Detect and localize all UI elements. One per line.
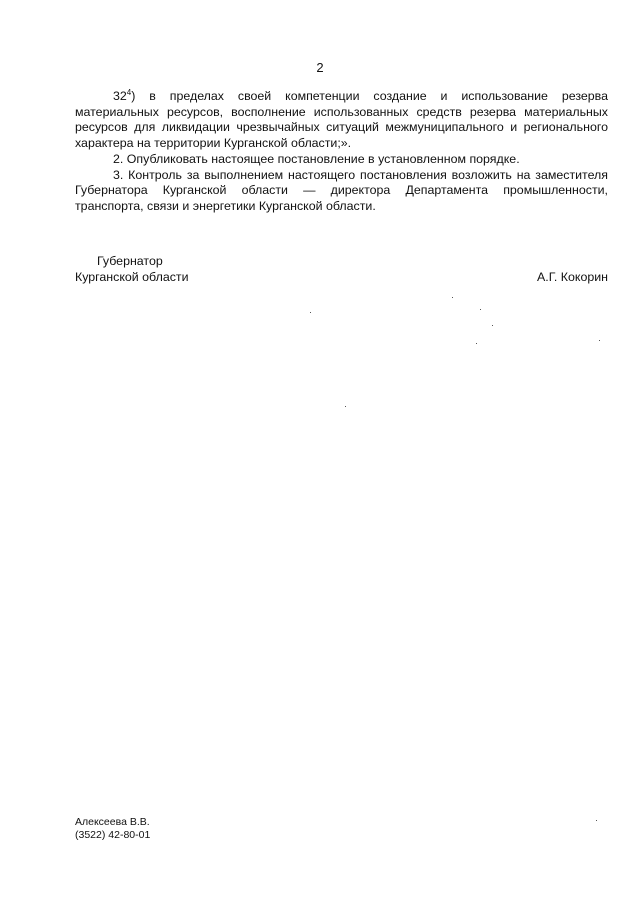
scan-speck (599, 340, 600, 341)
paragraph-control: 3. Контроль за выполнением настоящего постановления возложить на заместителя Губернатора Курганской области — директора Департамента промышленности, транспорта, связи и энергетики Курганской области. (75, 167, 608, 213)
item-number-superscript: 4 (126, 87, 132, 97)
paragraph-item-32-4 (75, 89, 608, 152)
item-number: 32 (113, 89, 127, 103)
scan-speck (310, 312, 311, 313)
signatory-name: А.Г. Кокорин (536, 270, 608, 284)
executor-info (75, 816, 150, 842)
signatory-position-title: Губернатор (97, 254, 163, 268)
signatory-position (75, 253, 189, 285)
paragraph-text: ) в пределах своей компетенции создание и использование резерва материальных ресурсов, восполнение использованных средств резерва материальных ресурсов для ликвидации чрезвычайных ситуаций межмуниципального и регионального характера на территории Курганской области;». (75, 89, 608, 151)
document-body (75, 89, 608, 215)
signatory-position-region: Курганской области (75, 270, 189, 284)
executor-name: Алексеева В.В. (75, 816, 150, 828)
scan-speck (345, 406, 346, 407)
scan-speck (480, 309, 481, 310)
scan-speck (596, 820, 597, 821)
page-number: 2 (316, 60, 324, 75)
scan-speck (452, 297, 453, 298)
scan-speck (476, 343, 477, 344)
executor-phone: (3522) 42-80-01 (75, 829, 151, 841)
paragraph-publish: 2. Опубликовать настоящее постановление в установленном порядке. (113, 151, 520, 166)
scan-speck (492, 325, 493, 326)
